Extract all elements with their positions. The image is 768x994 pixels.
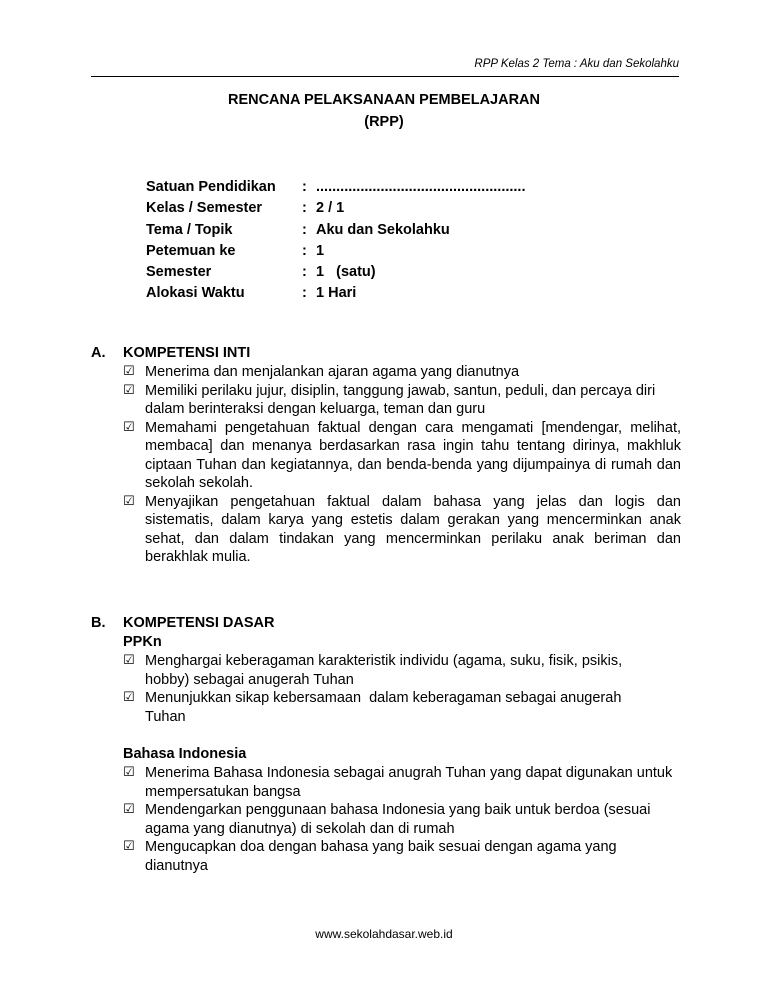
list-item-text: Memahami pengetahuan faktual dengan cara mengamati [mendengar, melihat, membaca] dan menanya berdasarkan rasa ingin tahu tentang dirinya, makhluk ciptaan Tuhan dan kegiatannya, dan benda-benda yang dijumpainya di rumah dan sekolah sekolah.: [145, 419, 681, 491]
identity-colon: :: [302, 179, 307, 195]
identity-row: [146, 177, 526, 198]
checkbox-checked-icon: ☑: [123, 364, 135, 379]
section-title: KOMPETENSI INTI: [123, 345, 251, 361]
section-heading: [91, 614, 681, 633]
identity-label: Kelas / Semester: [146, 200, 263, 217]
subject-heading-bahasa: Bahasa Indonesia: [123, 746, 247, 762]
list-item: [123, 363, 681, 382]
identity-colon: :: [302, 285, 307, 302]
subject-heading-ppkn: PPKn: [123, 634, 162, 650]
identity-value: Aku dan Sekolahku: [316, 221, 450, 238]
list-item: [123, 493, 681, 567]
header-divider: [91, 76, 679, 77]
list-item-text: Memiliki perilaku jujur, disiplin, tanggung jawab, santun, peduli, dan percaya diri dalam berinteraksi dengan keluarga, teman dan guru: [145, 382, 656, 417]
checkbox-checked-icon: ☑: [123, 690, 135, 705]
page-footer: www.sekolahdasar.web.id: [315, 927, 453, 941]
identity-row: [146, 283, 526, 304]
section-letter: B.: [91, 615, 106, 631]
identity-colon: :: [302, 200, 307, 217]
document-subtitle: (RPP): [364, 114, 404, 130]
list-item-text: Menyajikan pengetahuan faktual dalam bahasa yang jelas dan logis dan sistematis, dalam karya yang estetis dalam gerakan yang mencerminkan anak sehat, dan dalam tindakan yang mencerminkan perilaku anak beriman dan berakhlak mulia.: [145, 493, 681, 565]
list-item: [123, 838, 681, 875]
identity-value: 1 (satu): [316, 264, 376, 281]
checkbox-checked-icon: ☑: [123, 653, 135, 668]
identity-row: [146, 198, 526, 219]
identity-label: Semester: [146, 264, 212, 281]
identity-label: Petemuan ke: [146, 242, 236, 259]
identity-table: [146, 177, 526, 305]
checkbox-checked-icon: ☑: [123, 839, 135, 854]
identity-value: 2 / 1: [316, 200, 345, 217]
checkbox-checked-icon: ☑: [123, 765, 135, 780]
list-item: [123, 382, 681, 419]
list-item: [123, 652, 681, 689]
section-title: KOMPETENSI DASAR: [123, 615, 275, 631]
checklist: [123, 764, 681, 875]
identity-label: Satuan Pendidikan: [146, 179, 276, 195]
identity-value: ....................................................: [316, 179, 526, 195]
section-letter: A.: [91, 345, 106, 361]
identity-value: 1 Hari: [316, 285, 357, 302]
identity-colon: :: [302, 264, 307, 281]
checklist: [123, 363, 681, 567]
checkbox-checked-icon: ☑: [123, 802, 135, 817]
list-item: [123, 419, 681, 493]
checklist: [123, 652, 681, 726]
list-item-text: Mengucapkan doa dengan bahasa yang baik sesuai dengan agama yang dianutnya: [145, 839, 617, 874]
identity-colon: :: [302, 221, 307, 238]
page-header: RPP Kelas 2 Tema : Aku dan Sekolahku: [474, 58, 679, 70]
identity-label: Alokasi Waktu: [146, 285, 245, 302]
list-item-text: Mendengarkan penggunaan bahasa Indonesia yang baik untuk berdoa (sesuai agama yang dianutnya) di sekolah dan di rumah: [145, 802, 651, 837]
list-item-text: Menerima dan menjalankan ajaran agama yang dianutnya: [145, 364, 520, 380]
identity-value: 1: [316, 242, 325, 259]
checkbox-checked-icon: ☑: [123, 419, 135, 435]
section-kompetensi-inti: [91, 344, 681, 567]
checkbox-checked-icon: ☑: [123, 382, 135, 398]
list-item-text: Menghargai keberagaman karakteristik individu (agama, suku, fisik, psikis, hobby) sebagai anugerah Tuhan: [145, 653, 623, 688]
list-item-text: Menerima Bahasa Indonesia sebagai anugrah Tuhan yang dapat digunakan untuk mempersatukan bangsa: [145, 765, 673, 800]
list-item: [123, 689, 681, 726]
section-heading: [91, 344, 681, 363]
checkbox-checked-icon: ☑: [123, 493, 135, 509]
identity-colon: :: [302, 242, 307, 259]
list-item: [123, 764, 681, 801]
identity-row: [146, 262, 526, 283]
document-title: RENCANA PELAKSANAAN PEMBELAJARAN: [227, 92, 541, 108]
list-item-text: Menunjukkan sikap kebersamaan dalam keberagaman sebagai anugerah Tuhan: [145, 690, 626, 725]
section-kompetensi-dasar: [91, 614, 681, 875]
identity-row: [146, 241, 526, 262]
list-item: [123, 801, 681, 838]
identity-row: [146, 220, 526, 241]
identity-label: Tema / Topik: [146, 221, 233, 238]
